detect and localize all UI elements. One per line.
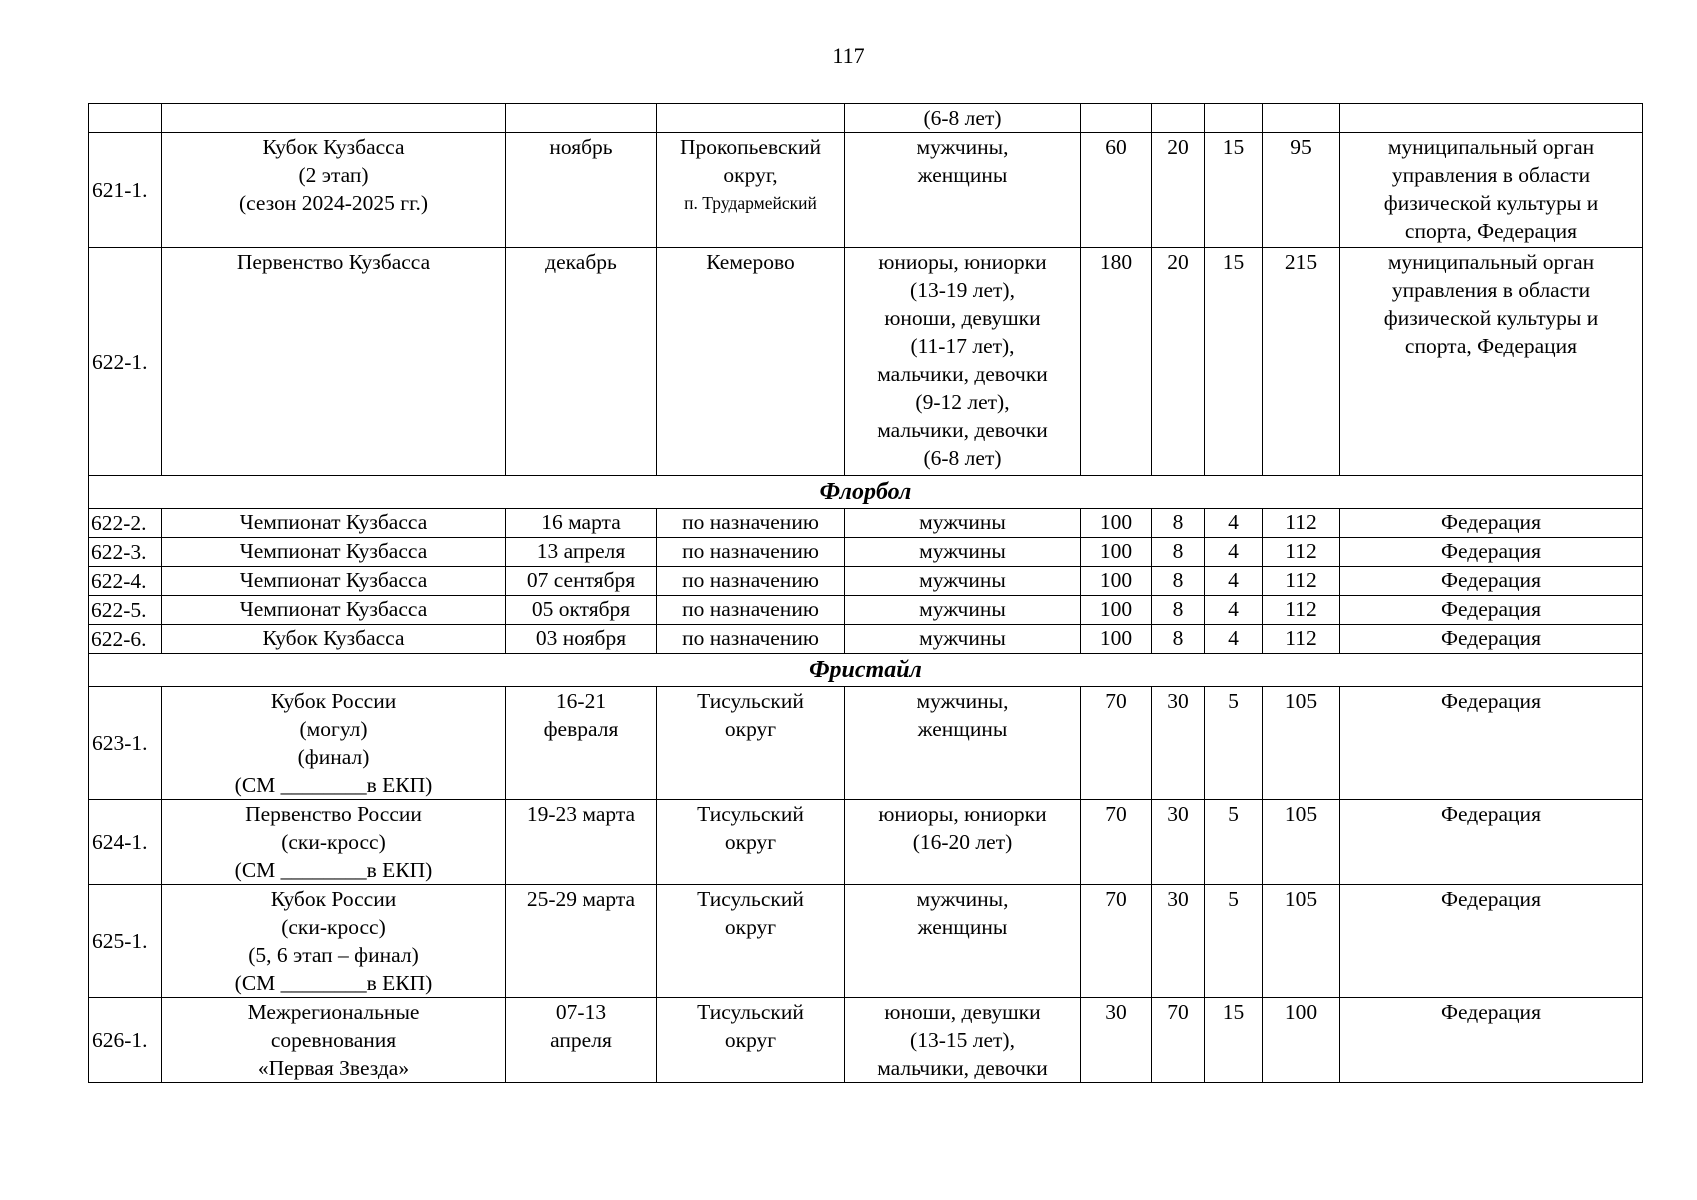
cell-name xyxy=(162,687,506,800)
date-line: февраля xyxy=(543,717,619,741)
event-name-line: (СМ ________в ЕКП) xyxy=(234,971,433,995)
cell-total: 112 xyxy=(1263,567,1340,596)
table-row-continuation xyxy=(89,104,1643,133)
cell-participants xyxy=(845,687,1081,800)
participants-line: (13-15 лет), xyxy=(910,1028,1015,1052)
table-row xyxy=(89,538,1643,567)
event-name-line: (СМ ________в ЕКП) xyxy=(234,858,433,882)
cell-c1: 100 xyxy=(1081,567,1152,596)
place-line: округ, xyxy=(723,163,778,187)
organizer-line: физической культуры и xyxy=(1383,191,1599,215)
place-line: округ xyxy=(724,717,777,741)
cell-c1: 180 xyxy=(1081,248,1152,476)
event-name-line: Кубок России xyxy=(270,887,397,911)
cell-c2: 30 xyxy=(1152,687,1205,800)
cell-c1: 70 xyxy=(1081,800,1152,885)
cell-c2: 8 xyxy=(1152,596,1205,625)
date-line: декабрь xyxy=(545,250,617,274)
cell-participants xyxy=(845,248,1081,476)
place-detail: п. Трудармейский xyxy=(684,193,817,213)
cell-c3: 4 xyxy=(1205,567,1263,596)
table-row xyxy=(89,687,1643,800)
event-name-line: Кубок России xyxy=(270,689,397,713)
date-line: 07-13 xyxy=(555,1000,607,1024)
cell-place xyxy=(657,800,845,885)
cell-org: Федерация xyxy=(1340,687,1643,800)
cell-c3: 4 xyxy=(1205,538,1263,567)
place-line: Тисульский xyxy=(697,689,804,713)
cell-c3 xyxy=(1205,104,1263,133)
cell-participants xyxy=(845,885,1081,998)
cell-date: 16 марта xyxy=(506,509,657,538)
cell-org xyxy=(1340,133,1643,248)
event-name-line: (могул) xyxy=(299,717,368,741)
event-name-line: Первенство Кузбасса xyxy=(236,250,431,274)
page-number: 117 xyxy=(832,43,865,68)
cell-c1: 100 xyxy=(1081,509,1152,538)
participants-line: мужчины, xyxy=(916,689,1009,713)
cell-total: 95 xyxy=(1263,133,1340,248)
cell-c3: 5 xyxy=(1205,687,1263,800)
participants-line: юноши, девушки xyxy=(884,1000,1041,1024)
cell-date xyxy=(506,998,657,1083)
cell-total: 100 xyxy=(1263,998,1340,1083)
cell-date xyxy=(506,800,657,885)
cell-name xyxy=(162,248,506,476)
cell-c2: 8 xyxy=(1152,567,1205,596)
date-line: 19-23 марта xyxy=(526,802,636,826)
date-line: апреля xyxy=(550,1028,612,1052)
table-row xyxy=(89,133,1643,248)
cell-c1: 100 xyxy=(1081,596,1152,625)
participants-line: (13-19 лет), xyxy=(910,278,1015,302)
organizer-line: спорта, Федерация xyxy=(1404,219,1578,243)
event-name-line: (финал) xyxy=(297,745,370,769)
cell-num: 622-6. xyxy=(89,625,162,654)
event-name-line: «Первая Звезда» xyxy=(257,1056,410,1080)
cell-org: Федерация xyxy=(1340,998,1643,1083)
event-name-line: (2 этап) xyxy=(298,163,369,187)
cell-c2: 70 xyxy=(1152,998,1205,1083)
cell-place: по назначению xyxy=(657,596,845,625)
cell-c1 xyxy=(1081,104,1152,133)
cell-num: 624-1. xyxy=(89,800,162,885)
place-line: Тисульский xyxy=(697,1000,804,1024)
cell-c1: 70 xyxy=(1081,687,1152,800)
cell-date xyxy=(506,248,657,476)
participants-line: мальчики, девочки xyxy=(877,362,1048,386)
place-line: Кемерово xyxy=(706,250,795,274)
cell-num xyxy=(89,104,162,133)
event-name-line: Первенство России xyxy=(245,802,422,826)
cell-total: 215 xyxy=(1263,248,1340,476)
cell-name: Чемпионат Кузбасса xyxy=(162,567,506,596)
cell-num: 623-1. xyxy=(89,687,162,800)
participants-line: юниоры, юниорки xyxy=(878,802,1047,826)
cell-num: 622-2. xyxy=(89,509,162,538)
event-name-line: соревнования xyxy=(270,1028,397,1052)
cell-c1: 60 xyxy=(1081,133,1152,248)
table-row xyxy=(89,509,1643,538)
date-line: 16-21 xyxy=(555,689,607,713)
cell-total: 105 xyxy=(1263,885,1340,998)
cell-org: Федерация xyxy=(1340,509,1643,538)
organizer-line: муниципальный орган xyxy=(1387,135,1595,159)
cell-total: 112 xyxy=(1263,625,1340,654)
cell-num: 622-3. xyxy=(89,538,162,567)
event-name-line: (ски-кросс) xyxy=(281,830,386,854)
cell-c2: 20 xyxy=(1152,133,1205,248)
cell-c3: 4 xyxy=(1205,596,1263,625)
date-line: ноябрь xyxy=(549,135,613,159)
cell-org: Федерация xyxy=(1340,885,1643,998)
cell-num: 622-5. xyxy=(89,596,162,625)
cell-total: 112 xyxy=(1263,538,1340,567)
cell-place xyxy=(657,133,845,248)
place-line: округ xyxy=(724,915,777,939)
cell-c3: 15 xyxy=(1205,248,1263,476)
cell-date xyxy=(506,104,657,133)
cell-c3: 15 xyxy=(1205,998,1263,1083)
cell-total: 112 xyxy=(1263,596,1340,625)
cell-c3: 5 xyxy=(1205,885,1263,998)
section-title-florbol: Флорбол xyxy=(89,476,1643,509)
cell-org xyxy=(1340,248,1643,476)
cell-name: Кубок Кузбасса xyxy=(162,625,506,654)
cell-total: 105 xyxy=(1263,800,1340,885)
cell-num: 625-1. xyxy=(89,885,162,998)
cell-date: 05 октября xyxy=(506,596,657,625)
cell-c2: 8 xyxy=(1152,509,1205,538)
table-row xyxy=(89,248,1643,476)
cell-participants: мужчины xyxy=(845,625,1081,654)
cell-place: по назначению xyxy=(657,538,845,567)
cell-place xyxy=(657,248,845,476)
participants-line: женщины xyxy=(917,163,1008,187)
participants-line: (9-12 лет), xyxy=(915,390,1010,414)
place-line: Тисульский xyxy=(697,802,804,826)
participants-line: (16-20 лет) xyxy=(912,830,1013,854)
cell-total: 112 xyxy=(1263,509,1340,538)
cell-participants: мужчины xyxy=(845,538,1081,567)
events-table xyxy=(88,103,1643,1083)
event-name-line: Межрегиональные xyxy=(247,1000,420,1024)
cell-name xyxy=(162,885,506,998)
cell-num: 622-4. xyxy=(89,567,162,596)
cell-c1: 100 xyxy=(1081,625,1152,654)
cell-date xyxy=(506,687,657,800)
cell-c1: 100 xyxy=(1081,538,1152,567)
cell-place xyxy=(657,104,845,133)
participants-line: (11-17 лет), xyxy=(910,334,1015,358)
event-name-line: (СМ ________в ЕКП) xyxy=(234,773,433,797)
cell-c3: 4 xyxy=(1205,509,1263,538)
event-name-line: (сезон 2024-2025 гг.) xyxy=(238,191,429,215)
cell-name: Чемпионат Кузбасса xyxy=(162,538,506,567)
place-line: округ xyxy=(724,830,777,854)
table-row xyxy=(89,596,1643,625)
participants-line: юниоры, юниорки xyxy=(878,250,1047,274)
cell-c2: 8 xyxy=(1152,538,1205,567)
cell-num: 622-1. xyxy=(89,248,162,476)
cell-c3: 15 xyxy=(1205,133,1263,248)
organizer-line: управления в области xyxy=(1391,163,1591,187)
cell-participants: (6-8 лет) xyxy=(845,104,1081,133)
cell-c3: 5 xyxy=(1205,800,1263,885)
participants-line: мужчины, xyxy=(916,135,1009,159)
cell-c3: 4 xyxy=(1205,625,1263,654)
cell-name xyxy=(162,104,506,133)
cell-org: Федерация xyxy=(1340,567,1643,596)
cell-org: Федерация xyxy=(1340,596,1643,625)
cell-c2 xyxy=(1152,104,1205,133)
cell-participants: мужчины xyxy=(845,567,1081,596)
participants-line: женщины xyxy=(917,915,1008,939)
participants-line: мальчики, девочки xyxy=(877,1056,1048,1080)
cell-c1: 70 xyxy=(1081,885,1152,998)
section-title-freestyle: Фристайл xyxy=(89,654,1643,687)
cell-date: 13 апреля xyxy=(506,538,657,567)
organizer-line: муниципальный орган xyxy=(1387,250,1595,274)
event-name-line: Кубок Кузбасса xyxy=(262,135,405,159)
table-row xyxy=(89,800,1643,885)
cell-name xyxy=(162,998,506,1083)
cell-c2: 30 xyxy=(1152,800,1205,885)
cell-participants xyxy=(845,998,1081,1083)
place-line: Прокопьевский xyxy=(679,135,821,159)
section-row-florbol xyxy=(89,476,1643,509)
cell-total: 105 xyxy=(1263,687,1340,800)
cell-c2: 8 xyxy=(1152,625,1205,654)
participants-line: женщины xyxy=(917,717,1008,741)
cell-place: по назначению xyxy=(657,567,845,596)
cell-name: Чемпионат Кузбасса xyxy=(162,509,506,538)
cell-date: 03 ноября xyxy=(506,625,657,654)
cell-participants: мужчины xyxy=(845,596,1081,625)
cell-place xyxy=(657,998,845,1083)
cell-num: 626-1. xyxy=(89,998,162,1083)
cell-place xyxy=(657,687,845,800)
organizer-line: управления в области xyxy=(1391,278,1591,302)
cell-date: 07 сентября xyxy=(506,567,657,596)
cell-place xyxy=(657,885,845,998)
cell-org: Федерация xyxy=(1340,625,1643,654)
place-line: Тисульский xyxy=(697,887,804,911)
organizer-line: физической культуры и xyxy=(1383,306,1599,330)
table-row xyxy=(89,885,1643,998)
event-name-line: (ски-кросс) xyxy=(281,915,386,939)
cell-name: Чемпионат Кузбасса xyxy=(162,596,506,625)
table-row xyxy=(89,625,1643,654)
place-line: округ xyxy=(724,1028,777,1052)
participants-line: юноши, девушки xyxy=(884,306,1041,330)
cell-participants: мужчины xyxy=(845,509,1081,538)
event-name-line: (5, 6 этап – финал) xyxy=(248,943,419,967)
participants-line: мужчины, xyxy=(916,887,1009,911)
cell-c2: 30 xyxy=(1152,885,1205,998)
organizer-line: спорта, Федерация xyxy=(1404,334,1578,358)
cell-num: 621-1. xyxy=(89,133,162,248)
table-row xyxy=(89,567,1643,596)
cell-date xyxy=(506,133,657,248)
cell-total xyxy=(1263,104,1340,133)
cell-org: Федерация xyxy=(1340,538,1643,567)
cell-date xyxy=(506,885,657,998)
table-row xyxy=(89,998,1643,1083)
participants-line: мальчики, девочки xyxy=(877,418,1048,442)
date-line: 25-29 марта xyxy=(526,887,636,911)
cell-name xyxy=(162,133,506,248)
cell-place: по назначению xyxy=(657,625,845,654)
cell-c1: 30 xyxy=(1081,998,1152,1083)
cell-place: по назначению xyxy=(657,509,845,538)
cell-participants xyxy=(845,800,1081,885)
cell-name xyxy=(162,800,506,885)
participants-line: (6-8 лет) xyxy=(923,446,1002,470)
cell-org: Федерация xyxy=(1340,800,1643,885)
cell-participants xyxy=(845,133,1081,248)
cell-c2: 20 xyxy=(1152,248,1205,476)
section-row-freestyle xyxy=(89,654,1643,687)
cell-org xyxy=(1340,104,1643,133)
